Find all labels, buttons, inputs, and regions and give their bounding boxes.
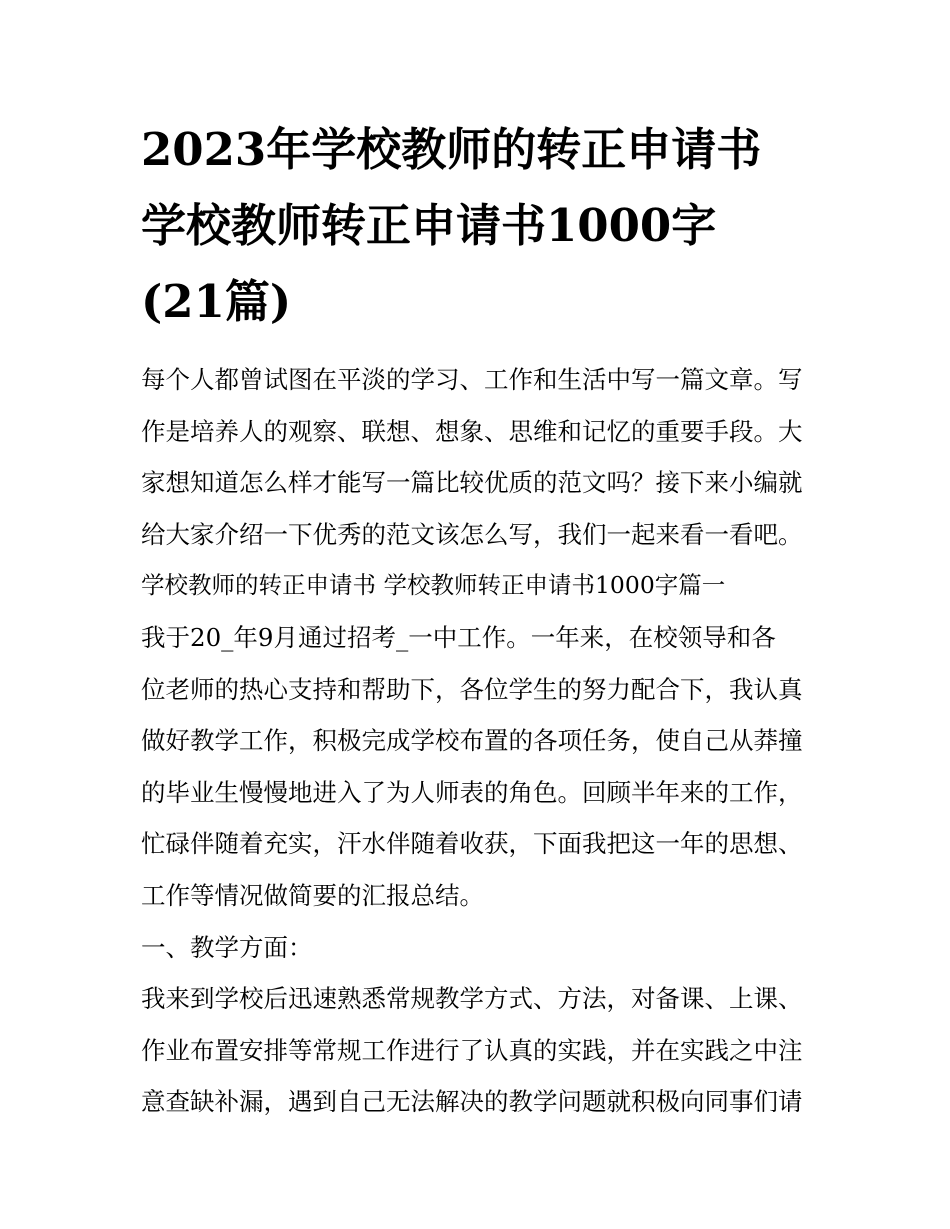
body-line-11: 工作等情况做简要的汇报总结。: [141, 880, 484, 910]
body-line-15: 意查缺补漏，遇到自己无法解决的教学问题就积极向同事们请: [141, 1087, 803, 1117]
title-line-3: (21篇): [141, 275, 292, 328]
title-line-1: 2023年学校教师的转正申请书: [141, 123, 762, 176]
body-line-9: 的毕业生慢慢地进入了为人师表的角色。回顾半年来的工作，: [141, 777, 803, 807]
body-line-4: 给大家介绍一下优秀的范文该怎么写，我们一起来看一看吧。: [141, 519, 803, 549]
document-body: [141, 354, 821, 1128]
body-line-7: 位老师的热心支持和帮助下，各位学生的努力配合下，我认真: [141, 674, 803, 704]
title-line-2: 学校教师转正申请书1000字: [141, 199, 717, 252]
body-line-3: 家想知道怎么样才能写一篇比较优质的范文吗？接下来小编就: [141, 468, 803, 498]
document-title: [141, 112, 821, 340]
body-line-14: 作业布置安排等常规工作进行了认真的实践，并在实践之中注: [141, 1035, 803, 1065]
body-line-1: 每个人都曾试图在平淡的学习、工作和生活中写一篇文章。写: [141, 365, 803, 394]
body-line-13: 我来到学校后迅速熟悉常规教学方式、方法，对备课、上课、: [141, 984, 803, 1014]
body-line-8: 做好教学工作，积极完成学校布置的各项任务，使自己从莽撞: [141, 726, 803, 756]
section-heading-line: 学校教师的转正申请书 学校教师转正申请书1000字篇一: [141, 571, 726, 600]
body-line-6: 我于20_年9月通过招考_一中工作。一年来，在校领导和各: [141, 622, 776, 652]
body-line-10: 忙碌伴随着充实，汗水伴随着收获，下面我把这一年的思想、: [141, 829, 803, 859]
subsection-heading: 一、教学方面：: [141, 932, 313, 962]
body-line-2: 作是培养人的观察、联想、想象、思维和记忆的重要手段。大: [141, 416, 803, 446]
